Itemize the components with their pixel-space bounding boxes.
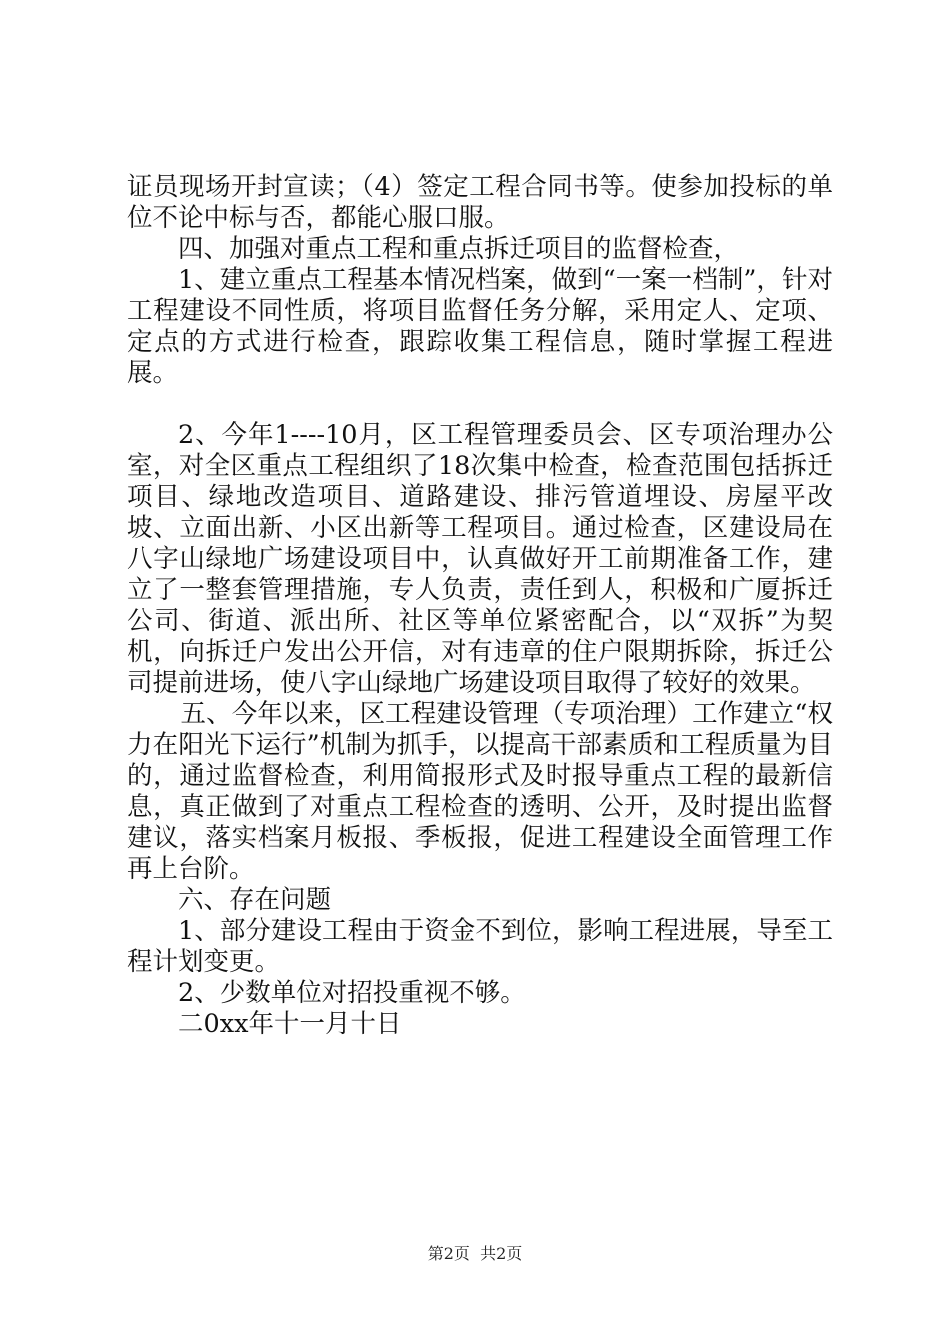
paragraph-6-1: 1、部分建设工程由于资金不到位，影响工程进展，导至工程计划变更。 (127, 916, 833, 977)
page-number-label: 第2页 共2页 (427, 1244, 523, 1263)
page-footer (0, 1244, 950, 1264)
paragraph-continuation: 证员现场开封宣读；（4）签定工程合同书等。使参加投标的单位不论中标与否，都能心服口服。 (127, 172, 833, 233)
paragraph-6-2: 2、少数单位对招投重视不够。 (178, 978, 526, 1008)
document-date: 二0xx年十一月十日 (178, 1009, 402, 1039)
section-heading-4: 四、加强对重点工程和重点拆迁项目的监督检查， (178, 234, 740, 264)
document-body (127, 172, 833, 1040)
section-heading-6: 六、存在问题 (178, 885, 332, 915)
paragraph-4-1: 1、建立重点工程基本情况档案，做到“一案一档制”，针对工程建设不同性质，将项目监督任务分解，采用定人、定项、定点的方式进行检查，跟踪收集工程信息，随时掌握工程进展。 (127, 265, 833, 388)
paragraph-4-2: 2、今年1----10月，区工程管理委员会、区专项治理办公室，对全区重点工程组织了18次集中检查，检查范围包括拆迁项目、绿地改造项目、道路建设、排污管道埋设、房屋平改坡、立面出新、小区出新等工程项目。通过检查，区建设局在八字山绿地广场建设项目中，认真做好开工前期准备工作，建立了一整套管理措施，专人负责，责任到人，积极和广厦拆迁公司、街道、派出所、社区等单位紧密配合，以“双拆”为契机，向拆迁户发出公开信，对有违章的住户限期拆除，拆迁公司提前进场，使八字山绿地广场建设项目取得了较好的效果。 (127, 420, 833, 698)
paragraph-section-5: 五、今年以来，区工程建设管理（专项治理）工作建立“权力在阳光下运行”机制为抓手，以提高干部素质和工程质量为目的，通过监督检查，利用简报形式及时报导重点工程的最新信息，真正做到了对重点工程检查的透明、公开，及时提出监督建议，落实档案月板报、季板报，促进工程建设全面管理工作再上台阶。 (127, 699, 833, 884)
